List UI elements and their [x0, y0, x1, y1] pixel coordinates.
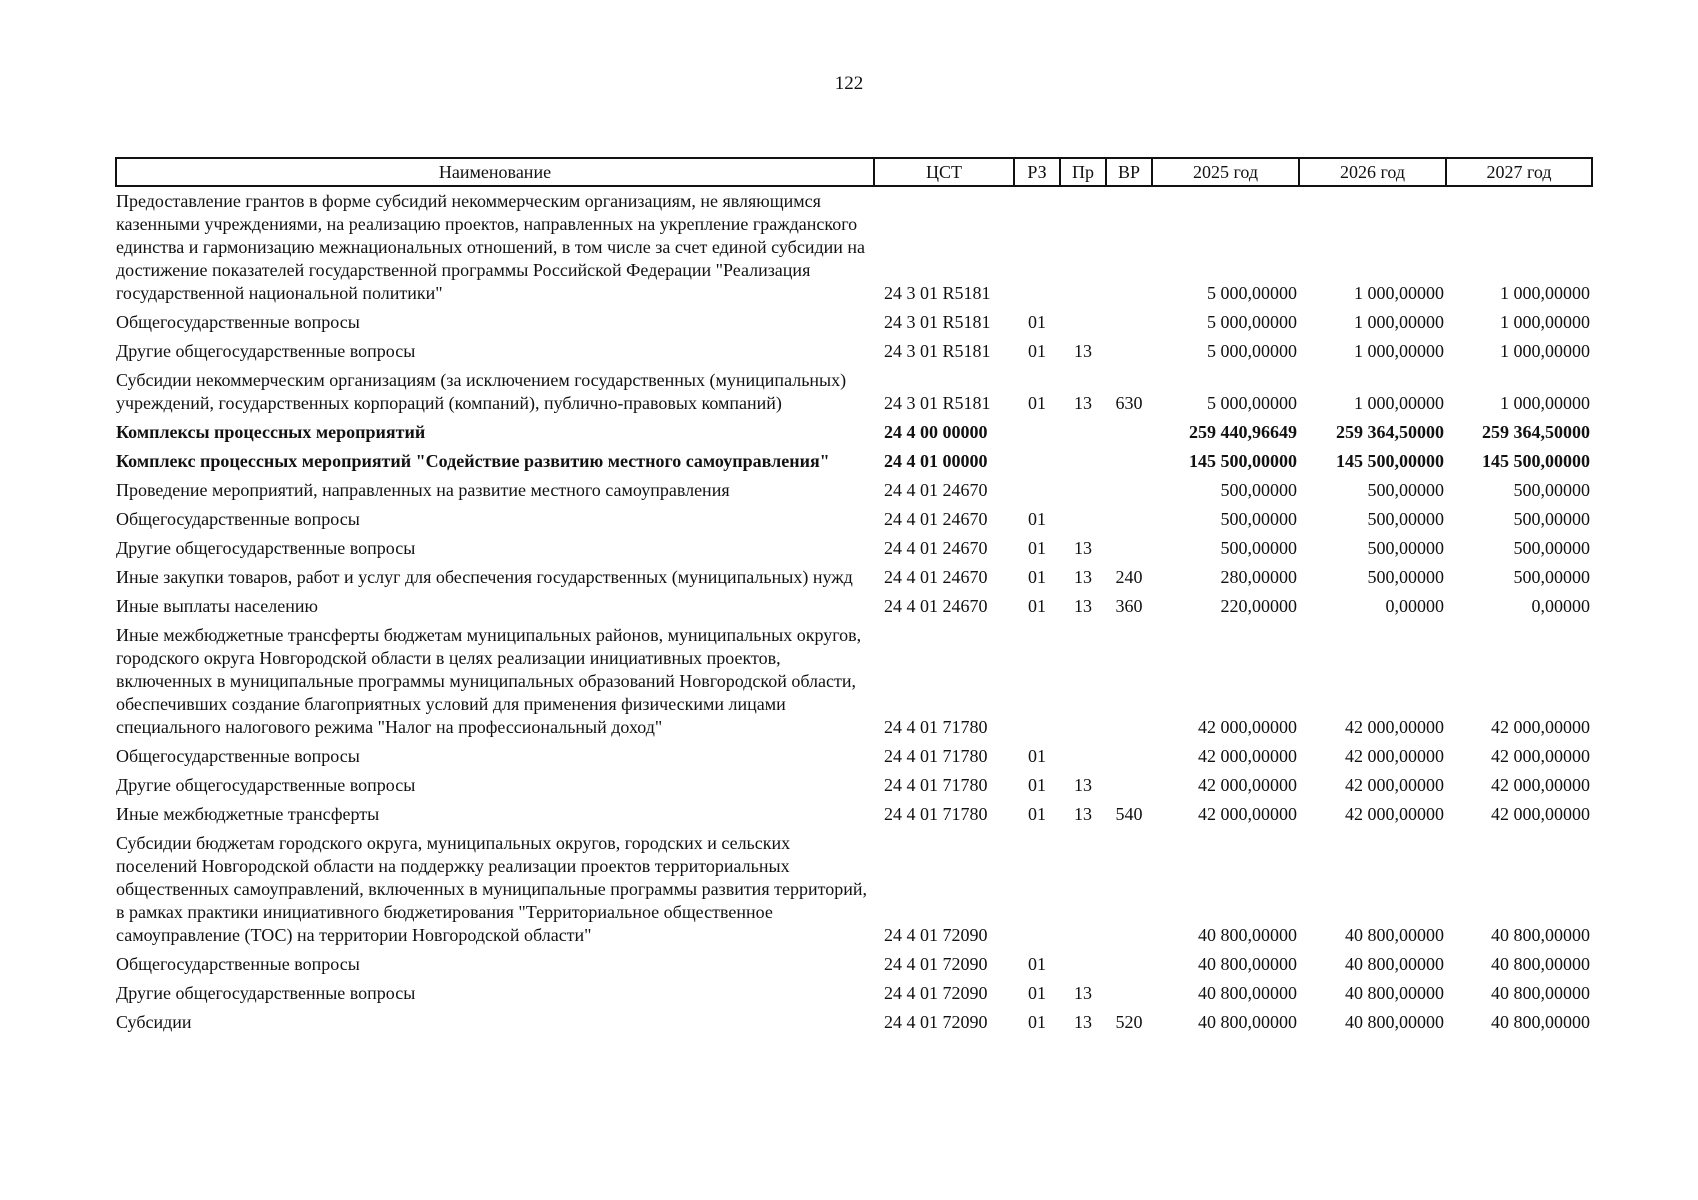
- cell-2027: 0,00000: [1531, 596, 1590, 616]
- cell-pr: [1060, 476, 1106, 505]
- cell-2025: 5 000,00000: [1207, 341, 1297, 361]
- cell-vr: [1106, 742, 1152, 771]
- cell-rz: 01: [1028, 567, 1046, 587]
- cell-vr: [1106, 186, 1152, 308]
- cell-vr: 540: [1115, 804, 1143, 824]
- cell-pr: 13: [1074, 983, 1092, 1003]
- cell-2027: 500,00000: [1513, 480, 1590, 500]
- cell-2026: 40 800,00000: [1345, 983, 1444, 1003]
- cell-pr: [1060, 621, 1106, 742]
- cell-2026: 40 800,00000: [1345, 925, 1444, 945]
- cell-2025: 42 000,00000: [1198, 775, 1297, 795]
- header-name: Наименование: [116, 158, 874, 186]
- cell-2027: 40 800,00000: [1491, 983, 1590, 1003]
- cell-rz: 01: [1028, 341, 1046, 361]
- cell-2027: 1 000,00000: [1500, 341, 1590, 361]
- cell-rz: 01: [1028, 746, 1046, 766]
- cell-2025: 42 000,00000: [1198, 804, 1297, 824]
- cell-vr: 630: [1115, 393, 1143, 413]
- cell-rz: 01: [1028, 983, 1046, 1003]
- cell-vr: [1106, 337, 1152, 366]
- cell-2026: 40 800,00000: [1345, 954, 1444, 974]
- cell-2025: 145 500,00000: [1189, 451, 1297, 471]
- cell-2026: 42 000,00000: [1345, 746, 1444, 766]
- cell-vr: [1106, 829, 1152, 950]
- cell-vr: [1106, 621, 1152, 742]
- cell-2027: 40 800,00000: [1491, 954, 1590, 974]
- cell-pr: 13: [1074, 1012, 1092, 1032]
- cell-2026: 40 800,00000: [1345, 1012, 1444, 1032]
- table-body: [116, 186, 1592, 1037]
- cell-cst: 24 4 01 71780: [884, 804, 988, 824]
- cell-rz: 01: [1028, 954, 1046, 974]
- cell-rz: 01: [1028, 509, 1046, 529]
- cell-2026: 1 000,00000: [1354, 341, 1444, 361]
- cell-pr: [1060, 186, 1106, 308]
- cell-2027: 1 000,00000: [1500, 393, 1590, 413]
- cell-cst: 24 4 01 72090: [884, 983, 988, 1003]
- cell-pr: [1060, 742, 1106, 771]
- cell-rz: 01: [1028, 538, 1046, 558]
- cell-pr: 13: [1074, 538, 1092, 558]
- cell-cst: 24 4 01 00000: [884, 451, 988, 471]
- cell-name: Общегосударственные вопросы: [116, 312, 360, 332]
- cell-2027: 42 000,00000: [1491, 804, 1590, 824]
- cell-name: Иные межбюджетные трансферты бюджетам муниципальных районов, муниципальных округов, городского округа Новгородской области в целях реализации инициативных проектов, включенных в муниципальные программы муниципальных образований Новгородской области, обеспечивших создание благоприятных условий для применения физическими лицами специального налогового режима "Налог на профессиональный доход": [116, 625, 862, 737]
- cell-cst: 24 4 01 24670: [884, 538, 988, 558]
- cell-2026: 0,00000: [1385, 596, 1444, 616]
- cell-cst: 24 4 01 24670: [884, 480, 988, 500]
- cell-cst: 24 4 01 72090: [884, 925, 988, 945]
- table-row: [116, 771, 1592, 800]
- cell-vr: [1106, 979, 1152, 1008]
- cell-2025: 40 800,00000: [1198, 983, 1297, 1003]
- table-row: [116, 829, 1592, 950]
- header-vr: ВР: [1106, 158, 1152, 186]
- cell-rz: [1014, 447, 1060, 476]
- cell-rz: 01: [1028, 393, 1046, 413]
- header-cst: ЦСТ: [874, 158, 1014, 186]
- cell-2026: 42 000,00000: [1345, 775, 1444, 795]
- header-2025: 2025 год: [1152, 158, 1299, 186]
- cell-rz: 01: [1028, 804, 1046, 824]
- cell-rz: [1014, 418, 1060, 447]
- table-row: [116, 1008, 1592, 1037]
- cell-name: Иные межбюджетные трансферты: [116, 804, 380, 824]
- table-row: [116, 505, 1592, 534]
- cell-pr: [1060, 505, 1106, 534]
- table-row: [116, 742, 1592, 771]
- cell-name: Другие общегосударственные вопросы: [116, 775, 416, 795]
- cell-2025: 40 800,00000: [1198, 925, 1297, 945]
- header-2026: 2026 год: [1299, 158, 1446, 186]
- cell-pr: [1060, 418, 1106, 447]
- cell-rz: 01: [1028, 596, 1046, 616]
- cell-2027: 1 000,00000: [1500, 283, 1590, 303]
- cell-2026: 1 000,00000: [1354, 283, 1444, 303]
- cell-cst: 24 4 01 72090: [884, 954, 988, 974]
- cell-2025: 42 000,00000: [1198, 717, 1297, 737]
- cell-pr: 13: [1074, 393, 1092, 413]
- cell-pr: 13: [1074, 596, 1092, 616]
- cell-2025: 259 440,96649: [1189, 422, 1297, 442]
- table-row: [116, 476, 1592, 505]
- cell-name: Иные закупки товаров, работ и услуг для обеспечения государственных (муниципальных) нужд: [116, 567, 853, 587]
- cell-cst: 24 3 01 R5181: [884, 312, 991, 332]
- cell-vr: 360: [1115, 596, 1143, 616]
- table-row: [116, 534, 1592, 563]
- table-row: [116, 447, 1592, 476]
- cell-2027: 259 364,50000: [1482, 422, 1590, 442]
- cell-pr: 13: [1074, 804, 1092, 824]
- cell-2025: 5 000,00000: [1207, 283, 1297, 303]
- cell-2025: 500,00000: [1220, 538, 1297, 558]
- cell-2025: 280,00000: [1220, 567, 1297, 587]
- cell-2026: 500,00000: [1367, 538, 1444, 558]
- table-row: [116, 950, 1592, 979]
- table-header-row: [116, 158, 1592, 186]
- cell-cst: 24 3 01 R5181: [884, 341, 991, 361]
- table-row: [116, 366, 1592, 418]
- cell-2026: 500,00000: [1367, 480, 1444, 500]
- cell-name: Проведение мероприятий, направленных на развитие местного самоуправления: [116, 480, 730, 500]
- page-number: 122: [834, 73, 864, 94]
- cell-name: Другие общегосударственные вопросы: [116, 538, 416, 558]
- cell-2026: 1 000,00000: [1354, 393, 1444, 413]
- cell-cst: 24 4 01 71780: [884, 775, 988, 795]
- cell-name: Комплексы процессных мероприятий: [116, 422, 426, 442]
- cell-2025: 40 800,00000: [1198, 954, 1297, 974]
- cell-2027: 500,00000: [1513, 538, 1590, 558]
- cell-cst: 24 4 01 24670: [884, 596, 988, 616]
- table-row: [116, 418, 1592, 447]
- table-row: [116, 800, 1592, 829]
- cell-rz: [1014, 186, 1060, 308]
- cell-2027: 500,00000: [1513, 567, 1590, 587]
- cell-rz: [1014, 476, 1060, 505]
- cell-cst: 24 4 01 24670: [884, 567, 988, 587]
- cell-name: Субсидии: [116, 1012, 192, 1032]
- cell-pr: [1060, 950, 1106, 979]
- cell-name: Субсидии бюджетам городского округа, муниципальных округов, городских и сельских поселений Новгородской области на поддержку реализации проектов территориальных общественных самоуправлений, включенных в муниципальные программы развития территорий, в рамках практики инициативного бюджетирования "Территориальное общественное самоуправление (ТОС) на территории Новгородской области": [116, 833, 867, 945]
- cell-cst: 24 3 01 R5181: [884, 283, 991, 303]
- cell-pr: 13: [1074, 341, 1092, 361]
- cell-name: Общегосударственные вопросы: [116, 509, 360, 529]
- cell-vr: [1106, 308, 1152, 337]
- cell-cst: 24 3 01 R5181: [884, 393, 991, 413]
- cell-pr: 13: [1074, 775, 1092, 795]
- cell-2026: 500,00000: [1367, 509, 1444, 529]
- cell-vr: [1106, 505, 1152, 534]
- cell-2027: 145 500,00000: [1482, 451, 1590, 471]
- cell-cst: 24 4 01 72090: [884, 1012, 988, 1032]
- header-pr: Пр: [1060, 158, 1106, 186]
- cell-vr: [1106, 771, 1152, 800]
- table-row: [116, 186, 1592, 308]
- table-row: [116, 563, 1592, 592]
- cell-rz: [1014, 621, 1060, 742]
- cell-2027: 500,00000: [1513, 509, 1590, 529]
- cell-cst: 24 4 01 24670: [884, 509, 988, 529]
- cell-2025: 5 000,00000: [1207, 393, 1297, 413]
- cell-2026: 42 000,00000: [1345, 804, 1444, 824]
- cell-2027: 40 800,00000: [1491, 925, 1590, 945]
- cell-rz: [1014, 829, 1060, 950]
- cell-rz: 01: [1028, 1012, 1046, 1032]
- cell-name: Субсидии некоммерческим организациям (за исключением государственных (муниципальных) учреждений, государственных корпораций (компаний), публично-правовых компаний): [116, 370, 847, 413]
- cell-2026: 145 500,00000: [1336, 451, 1444, 471]
- cell-vr: 520: [1115, 1012, 1143, 1032]
- cell-2027: 42 000,00000: [1491, 717, 1590, 737]
- cell-vr: [1106, 447, 1152, 476]
- cell-2025: 500,00000: [1220, 509, 1297, 529]
- cell-2027: 42 000,00000: [1491, 746, 1590, 766]
- cell-name: Другие общегосударственные вопросы: [116, 983, 416, 1003]
- cell-2027: 42 000,00000: [1491, 775, 1590, 795]
- cell-2025: 40 800,00000: [1198, 1012, 1297, 1032]
- header-rz: РЗ: [1014, 158, 1060, 186]
- cell-vr: [1106, 476, 1152, 505]
- table-row: [116, 621, 1592, 742]
- cell-name: Общегосударственные вопросы: [116, 746, 360, 766]
- cell-cst: 24 4 00 00000: [884, 422, 988, 442]
- cell-name: Общегосударственные вопросы: [116, 954, 360, 974]
- cell-pr: [1060, 308, 1106, 337]
- cell-cst: 24 4 01 71780: [884, 746, 988, 766]
- table-row: [116, 308, 1592, 337]
- cell-2027: 40 800,00000: [1491, 1012, 1590, 1032]
- cell-2026: 42 000,00000: [1345, 717, 1444, 737]
- cell-pr: [1060, 829, 1106, 950]
- table-row: [116, 979, 1592, 1008]
- cell-vr: [1106, 418, 1152, 447]
- cell-2026: 259 364,50000: [1336, 422, 1444, 442]
- header-2027: 2027 год: [1446, 158, 1592, 186]
- cell-2025: 220,00000: [1220, 596, 1297, 616]
- cell-rz: 01: [1028, 312, 1046, 332]
- cell-rz: 01: [1028, 775, 1046, 795]
- table-row: [116, 337, 1592, 366]
- cell-2025: 500,00000: [1220, 480, 1297, 500]
- cell-2025: 42 000,00000: [1198, 746, 1297, 766]
- cell-vr: 240: [1115, 567, 1143, 587]
- cell-name: Комплекс процессных мероприятий "Содействие развитию местного самоуправления": [116, 451, 830, 471]
- cell-name: Предоставление грантов в форме субсидий некоммерческим организациям, не являющимся казенными учреждениями, на реализацию проектов, направленных на укрепление гражданского единства и гармонизацию межнациональных отношений, в том числе за счет единой субсидии на достижение показателей государственной программы Российской Федерации "Реализация государственной национальной политики": [116, 191, 866, 303]
- cell-pr: [1060, 447, 1106, 476]
- cell-2025: 5 000,00000: [1207, 312, 1297, 332]
- cell-vr: [1106, 534, 1152, 563]
- cell-cst: 24 4 01 71780: [884, 717, 988, 737]
- cell-2027: 1 000,00000: [1500, 312, 1590, 332]
- cell-vr: [1106, 950, 1152, 979]
- cell-name: Другие общегосударственные вопросы: [116, 341, 416, 361]
- table-row: [116, 592, 1592, 621]
- cell-name: Иные выплаты населению: [116, 596, 318, 616]
- budget-table: [115, 157, 1593, 1037]
- cell-pr: 13: [1074, 567, 1092, 587]
- cell-2026: 500,00000: [1367, 567, 1444, 587]
- cell-2026: 1 000,00000: [1354, 312, 1444, 332]
